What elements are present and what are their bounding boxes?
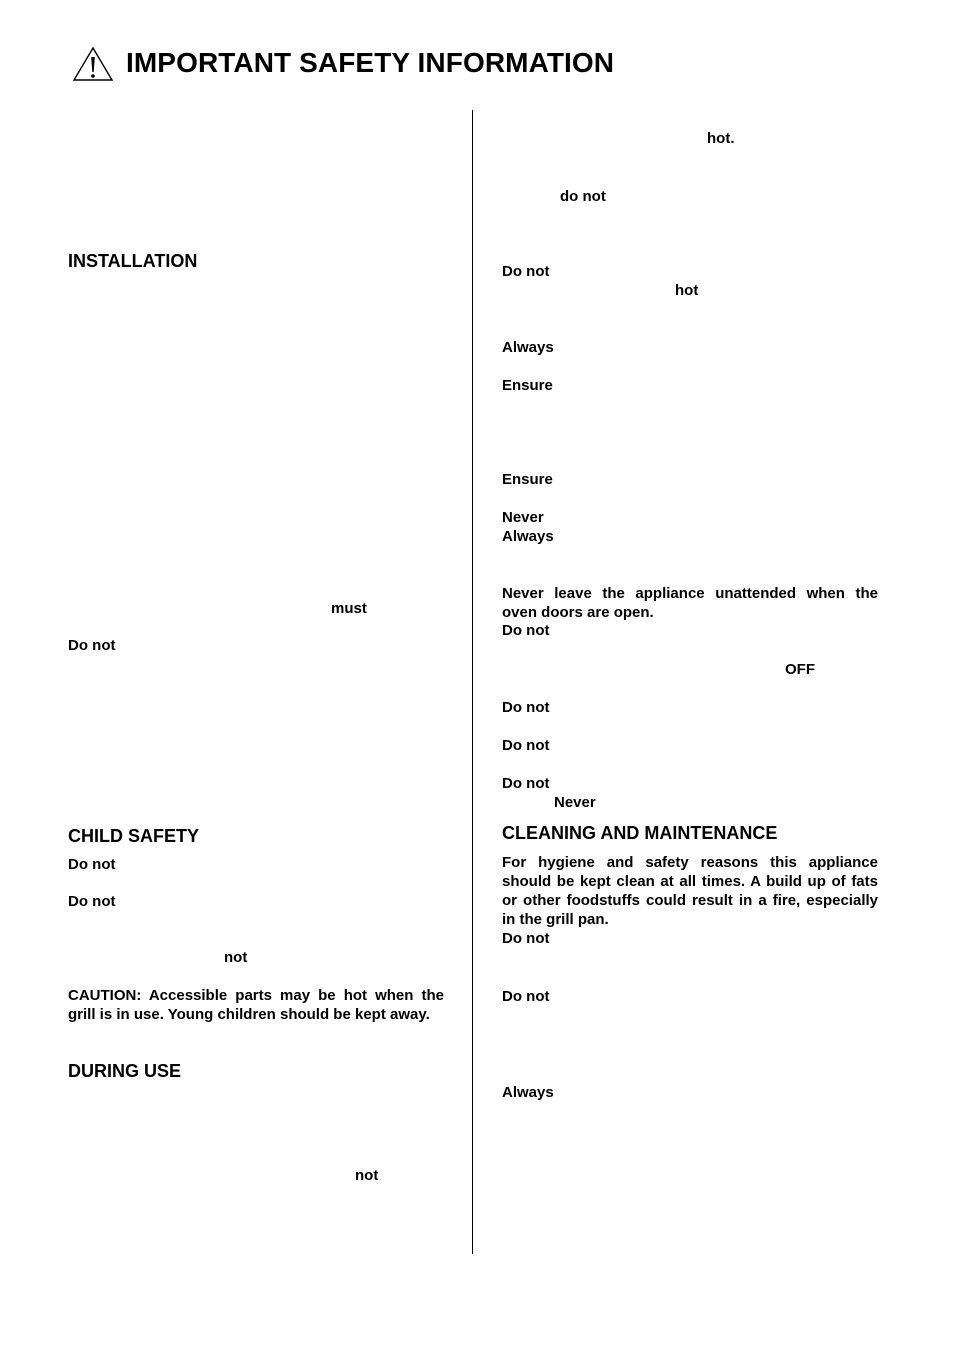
emphasis-do-not: Do not bbox=[502, 622, 550, 639]
page-title: IMPORTANT SAFETY INFORMATION bbox=[126, 47, 615, 78]
emphasis-never: Never bbox=[502, 509, 544, 526]
emphasis-hot: hot bbox=[675, 282, 699, 299]
emphasis-off: OFF bbox=[785, 661, 815, 678]
emphasis-do-not: do not bbox=[560, 188, 606, 205]
warning-triangle-icon bbox=[72, 46, 114, 82]
emphasis-must: must bbox=[331, 600, 367, 617]
emphasis-ensure: Ensure bbox=[502, 377, 553, 394]
emphasis-hot: hot. bbox=[707, 130, 735, 147]
emphasis-do-not: Do not bbox=[502, 988, 550, 1005]
emphasis-do-not: Do not bbox=[68, 893, 116, 910]
emphasis-do-not: Do not bbox=[68, 637, 116, 654]
emphasis-do-not: Do not bbox=[502, 699, 550, 716]
installation-heading: INSTALLATION bbox=[68, 251, 198, 271]
column-divider bbox=[472, 110, 473, 1254]
during-use-heading: DURING USE bbox=[68, 1061, 182, 1081]
unattended-paragraph: Never leave the appliance unattended when the oven doors are open. bbox=[502, 585, 878, 621]
caution-paragraph: CAUTION: Accessible parts may be hot when the grill is in use. Young children should be kept away. bbox=[68, 987, 444, 1023]
emphasis-always: Always bbox=[502, 339, 554, 356]
emphasis-not: not bbox=[224, 949, 248, 966]
hygiene-paragraph: For hygiene and safety reasons this appliance should be kept clean at all times. A build up of fats or other foodstuffs could result in a fire, especially in the grill pan. bbox=[502, 854, 878, 928]
emphasis-do-not: Do not bbox=[502, 775, 550, 792]
emphasis-always: Always bbox=[502, 528, 554, 545]
emphasis-always: Always bbox=[502, 1084, 554, 1101]
emphasis-never: Never bbox=[554, 794, 596, 811]
emphasis-ensure: Ensure bbox=[502, 471, 553, 488]
emphasis-do-not: Do not bbox=[502, 737, 550, 754]
emphasis-do-not: Do not bbox=[502, 930, 550, 947]
emphasis-do-not: Do not bbox=[68, 856, 116, 873]
cleaning-maintenance-heading: CLEANING AND MAINTENANCE bbox=[502, 823, 778, 843]
emphasis-not: not bbox=[355, 1167, 379, 1184]
emphasis-do-not: Do not bbox=[502, 263, 550, 280]
child-safety-heading: CHILD SAFETY bbox=[68, 826, 200, 846]
